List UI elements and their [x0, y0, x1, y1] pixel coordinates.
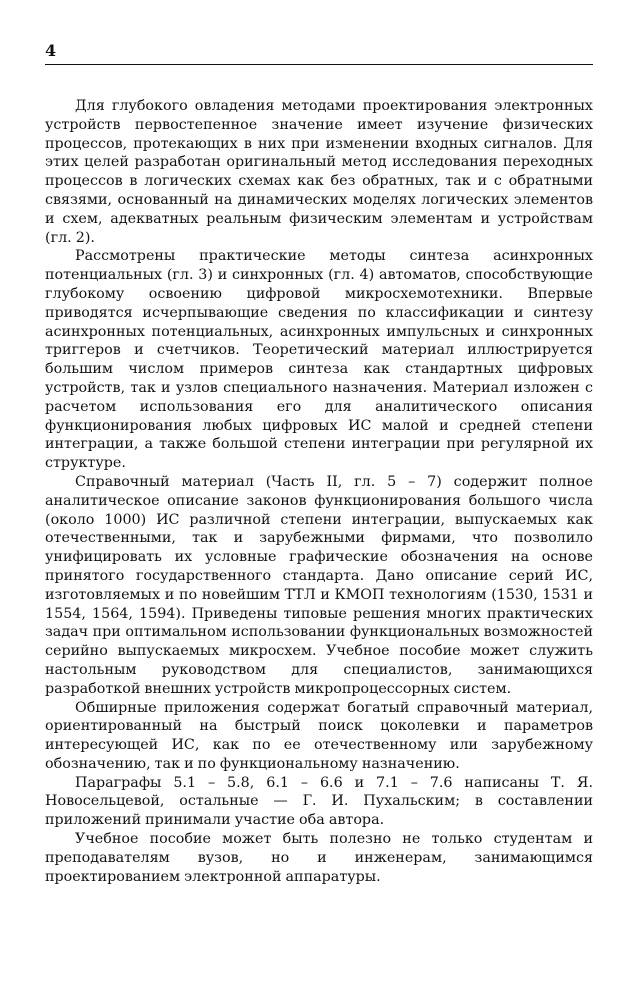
paragraph-audience: Учебное пособие может быть полезно не только студентам и преподавателям вузов, но и инженерам, занимающимся проектированием электронной аппаратуры. — [45, 831, 593, 885]
paragraph-authors: Параграфы 5.1 – 5.8, 6.1 – 6.6 и 7.1 – 7.6 написаны Т. Я. Новосельцевой, остальные — Г. И. Пухальским; в составлении приложений принимали участие оба автора. — [45, 774, 593, 829]
page-header — [45, 40, 593, 65]
paragraph-study-methods: Для глубокого овладения методами проектирования электронных устройств первостепенное значение имеет изучение физических процессов, протекающих в них при изменении входных сигналов. Для этих целей разработан оригинальный метод исследования переходных процессов в логических схемах как без обратных, так и с обратными связями, основанный на динамических моделях логических элементов и схем, адекватных реальным физическим элементам и устройствам (гл. 2). — [45, 98, 593, 246]
paragraph-appendices: Обширные приложения содержат богатый справочный материал, ориентированный на быстрый поиск цоколевки и параметров интересующей ИС, как по ее отечественному или зарубежному обозначению, так и по функциональному назначению. — [45, 699, 593, 772]
page-number: 4 — [45, 41, 57, 60]
paragraph-reference-material: Справочный материал (Часть II, гл. 5 – 7) содержит полное аналитическое описание законов функционирования большого числа (около 1000) ИС различной степени интеграции, выпускаемых как отечественными, так и зарубежными фирмами, что позволило унифицировать их условные графические обозначения на основе принятого государственного стандарта. Дано описание серий ИС, изготовляемых и по новейшим ТТЛ и КМОП технологиям (1530, 1531 и 1554, 1564, 1594). Приведены типовые решения многих практических задач при оптимальном использовании функциональных возможностей серийно выпускаемых микросхем. Учебное пособие может служить настольным руководством для специалистов, занимающихся разработкой внешних устройств микропроцессорных систем. — [45, 473, 593, 697]
paragraph-synthesis-methods: Рассмотрены практические методы синтеза асинхронных потенциальных (гл. 3) и синхронных (гл. 4) автоматов, способствующие глубокому освоению цифровой микросхемотехники. Впервые приводятся исчерпывающие сведения по классификации и синтезу асинхронных потенциальных, асинхронных импульсных и синхронных триггеров и счетчиков. Теоретический материал иллюстрируется большим числом примеров синтеза как стандартных цифровых устройств, так и узлов специального назначения. Материал изложен с расчетом использования его для аналитического описания функционирования любых цифровых ИС малой и средней степени интеграции, а также большой степени интеграции при регулярной их структуре. — [45, 248, 593, 472]
body-text — [45, 97, 593, 886]
